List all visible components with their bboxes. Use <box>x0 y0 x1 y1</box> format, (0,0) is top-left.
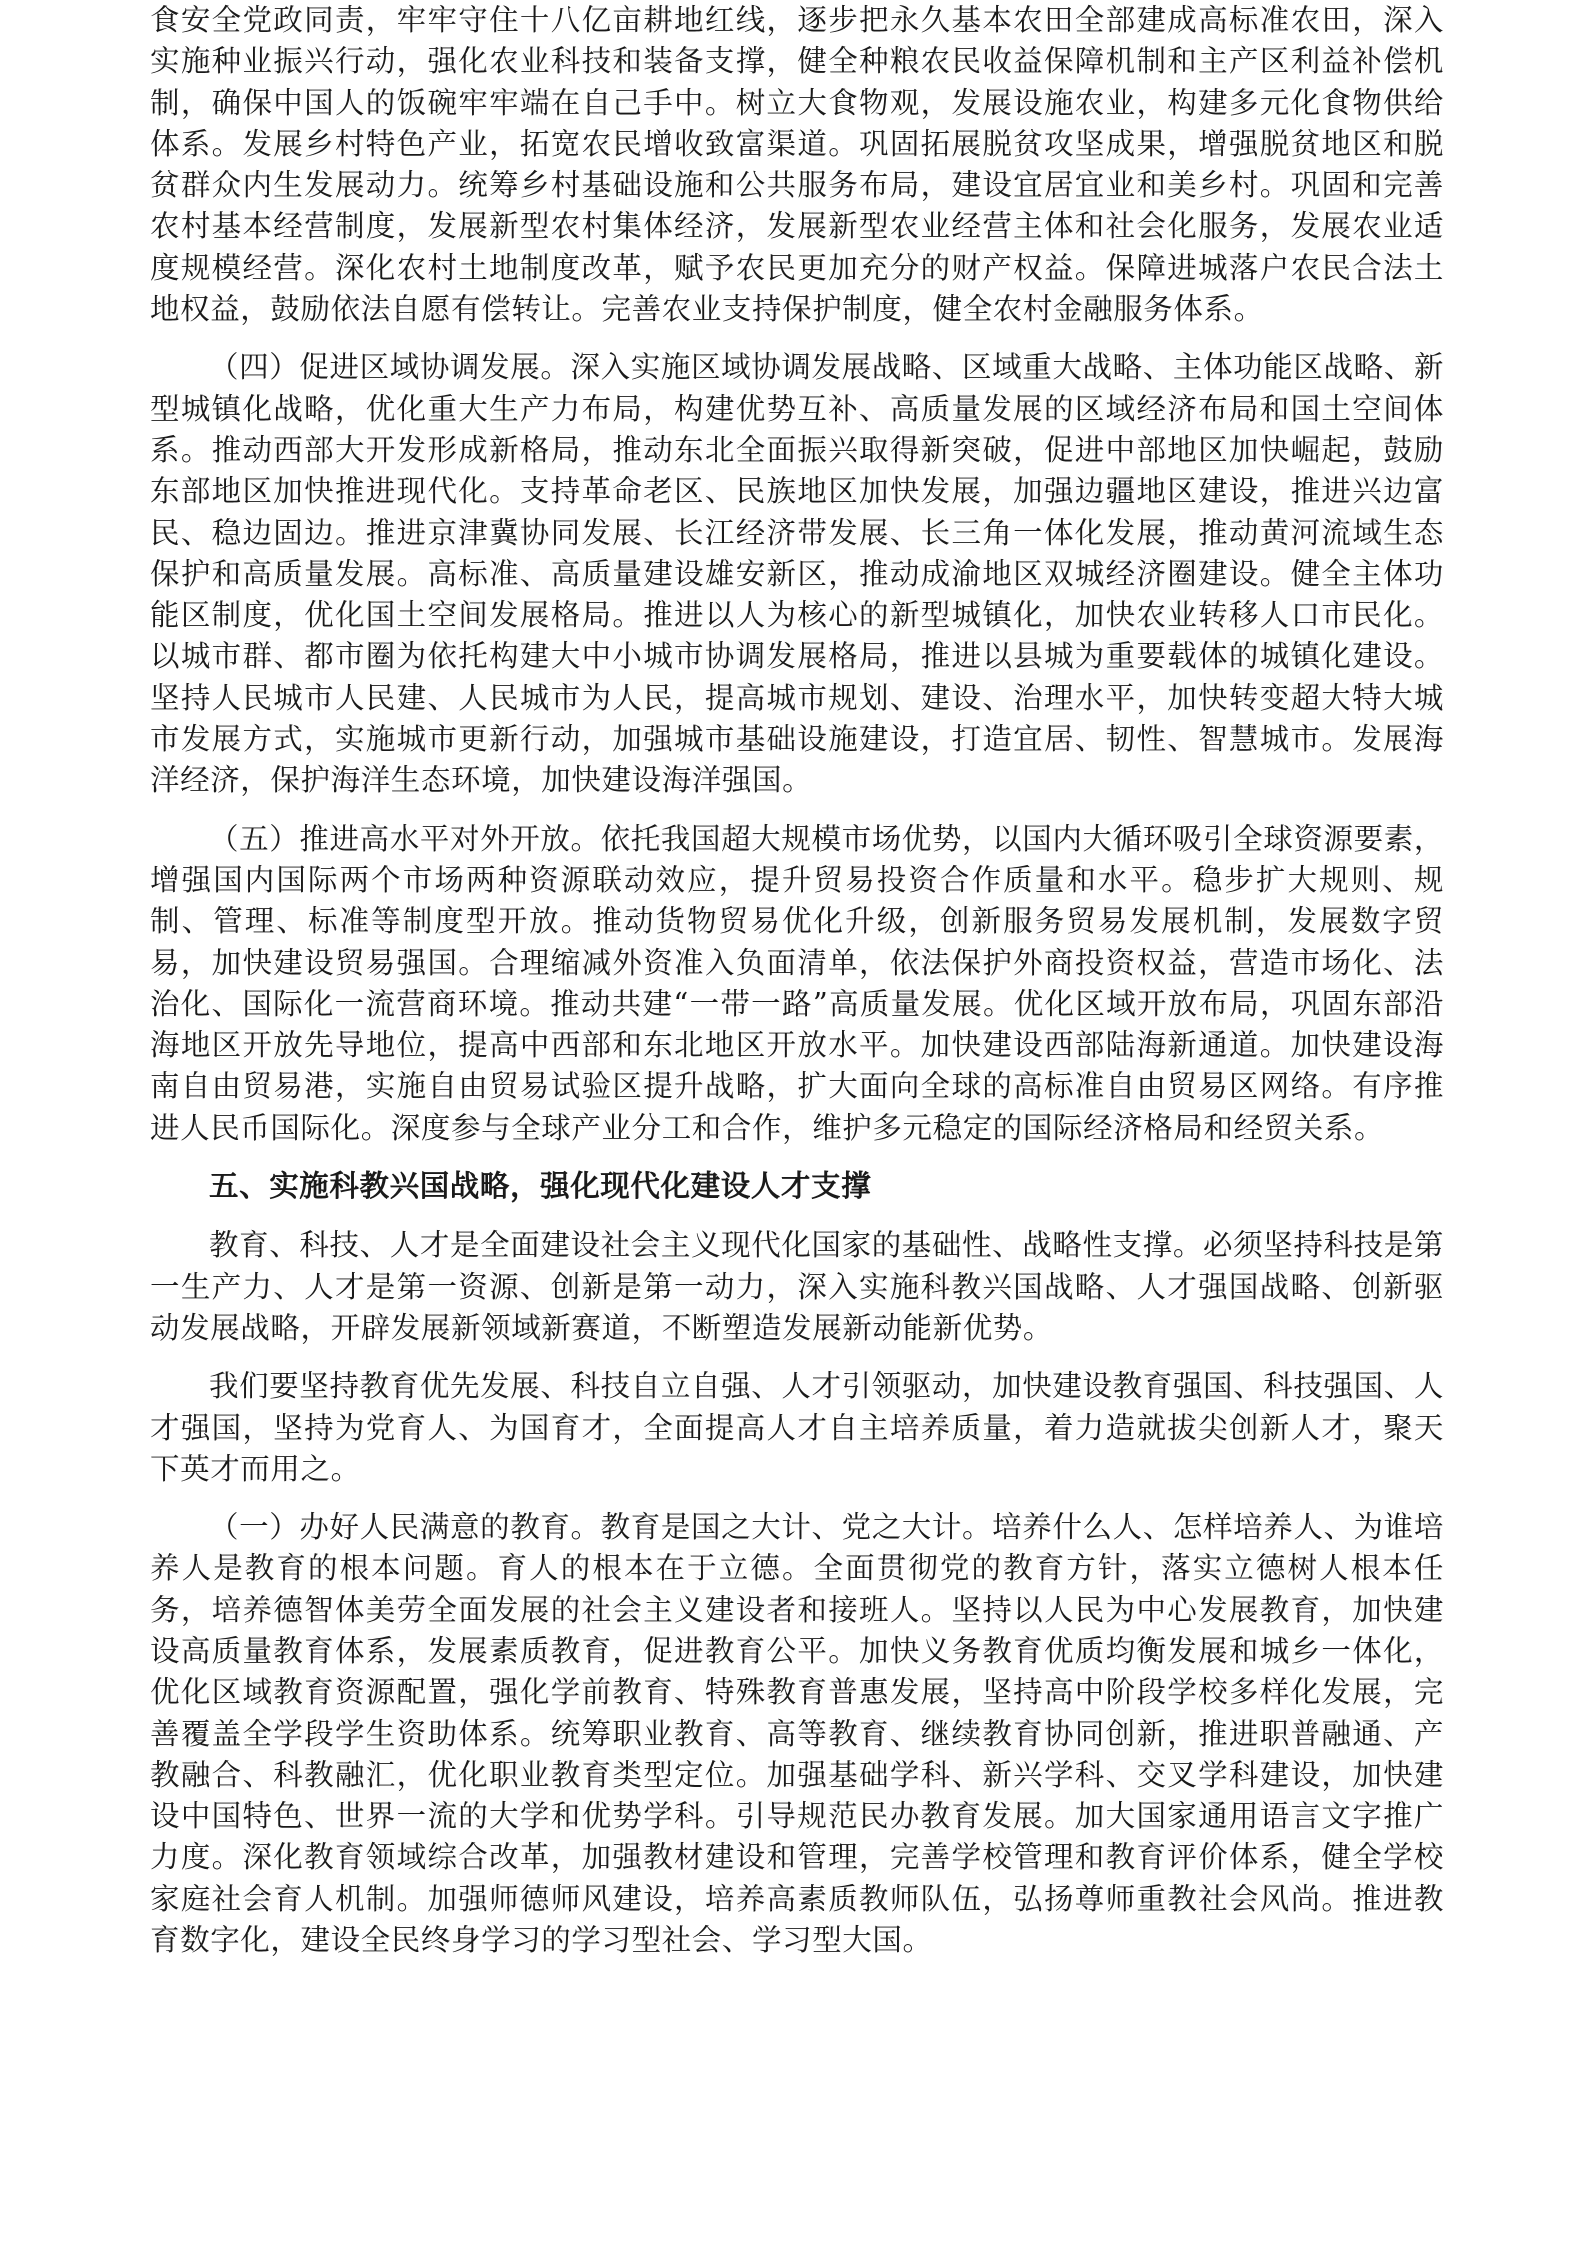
paragraph-satisfactory-education: （一）办好人民满意的教育。教育是国之大计、党之大计。培养什么人、怎样培养人、为谁培养人是教育的根本问题。育人的根本在于立德。全面贯彻党的教育方针，落实立德树人根本任务，培养德智体美劳全面发展的社会主义建设者和接班人。坚持以人民为中心发展教育，加快建设高质量教育体系，发展素质教育，促进教育公平。加快义务教育优质均衡发展和城乡一体化，优化区域教育资源配置，强化学前教育、特殊教育普惠发展，坚持高中阶段学校多样化发展，完善覆盖全学段学生资助体系。统筹职业教育、高等教育、继续教育协同创新，推进职普融通、产教融合、科教融汇，优化职业教育类型定位。加强基础学科、新兴学科、交叉学科建设，加快建设中国特色、世界一流的大学和优势学科。引导规范民办教育发展。加大国家通用语言文字推广力度。深化教育领域综合改革，加强教材建设和管理，完善学校管理和教育评价体系，健全学校家庭社会育人机制。加强师德师风建设，培养高素质教师队伍，弘扬尊师重教社会风尚。推进教育数字化，建设全民终身学习的学习型社会、学习型大国。 <box>150 1510 1444 1958</box>
paragraph-education-technology-talent: 教育、科技、人才是全面建设社会主义现代化国家的基础性、战略性支撑。必须坚持科技是第一生产力、人才是第一资源、创新是第一动力，深入实施科教兴国战略、人才强国战略、创新驱动发展战略，开辟发展新领域新赛道，不断塑造发展新动能新优势。 <box>150 1228 1444 1345</box>
paragraph-education-priority: 我们要坚持教育优先发展、科技自立自强、人才引领驱动，加快建设教育强国、科技强国、人才强国，坚持为党育人、为国育才，全面提高人才自主培养质量，着力造就拔尖创新人才，聚天下英才而用之。 <box>150 1369 1444 1486</box>
section-heading-science-education: 五、实施科教兴国战略，强化现代化建设人才支撑 <box>209 1169 872 1204</box>
paragraph-regional-development: （四）促进区域协调发展。深入实施区域协调发展战略、区域重大战略、主体功能区战略、新型城镇化战略，优化重大生产力布局，构建优势互补、高质量发展的区域经济布局和国土空间体系。推动西部大开发形成新格局，推动东北全面振兴取得新突破，促进中部地区加快崛起，鼓励东部地区加快推进现代化。支持革命老区、民族地区加快发展，加强边疆地区建设，推进兴边富民、稳边固边。推进京津冀协同发展、长江经济带发展、长三角一体化发展，推动黄河流域生态保护和高质量发展。高标准、高质量建设雄安新区，推动成渝地区双城经济圈建设。健全主体功能区制度，优化国土空间发展格局。推进以人为核心的新型城镇化，加快农业转移人口市民化。以城市群、都市圈为依托构建大中小城市协调发展格局，推进以县城为重要载体的城镇化建设。坚持人民城市人民建、人民城市为人民，提高城市规划、建设、治理水平，加快转变超大特大城市发展方式，实施城市更新行动，加强城市基础设施建设，打造宜居、韧性、智慧城市。发展海洋经济，保护海洋生态环境，加快建设海洋强国。 <box>150 350 1444 798</box>
document-body <box>150 0 1444 1978</box>
paragraph-opening-up: （五）推进高水平对外开放。依托我国超大规模市场优势，以国内大循环吸引全球资源要素，增强国内国际两个市场两种资源联动效应，提升贸易投资合作质量和水平。稳步扩大规则、规制、管理、标准等制度型开放。推动货物贸易优化升级，创新服务贸易发展机制，发展数字贸易，加快建设贸易强国。合理缩减外资准入负面清单，依法保护外商投资权益，营造市场化、法治化、国际化一流营商环境。推动共建“一带一路”高质量发展。优化区域开放布局，巩固东部沿海地区开放先导地位，提高中西部和东北地区开放水平。加快建设西部陆海新通道。加快建设海南自由贸易港，实施自由贸易试验区提升战略，扩大面向全球的高标准自由贸易区网络。有序推进人民币国际化。深度参与全球产业分工和合作，维护多元稳定的国际经济格局和经贸关系。 <box>150 821 1444 1145</box>
paragraph-continued-agriculture: 食安全党政同责，牢牢守住十八亿亩耕地红线，逐步把永久基本农田全部建成高标准农田，深入实施种业振兴行动，强化农业科技和装备支撑，健全种粮农民收益保障机制和主产区利益补偿机制，确保中国人的饭碗牢牢端在自己手中。树立大食物观，发展设施农业，构建多元化食物供给体系。发展乡村特色产业，拓宽农民增收致富渠道。巩固拓展脱贫攻坚成果，增强脱贫地区和脱贫群众内生发展动力。统筹乡村基础设施和公共服务布局，建设宜居宜业和美乡村。巩固和完善农村基本经营制度，发展新型农村集体经济，发展新型农业经营主体和社会化服务，发展农业适度规模经营。深化农村土地制度改革，赋予农民更加充分的财产权益。保障进城落户农民合法土地权益，鼓励依法自愿有偿转让。完善农业支持保护制度，健全农村金融服务体系。 <box>150 3 1444 327</box>
